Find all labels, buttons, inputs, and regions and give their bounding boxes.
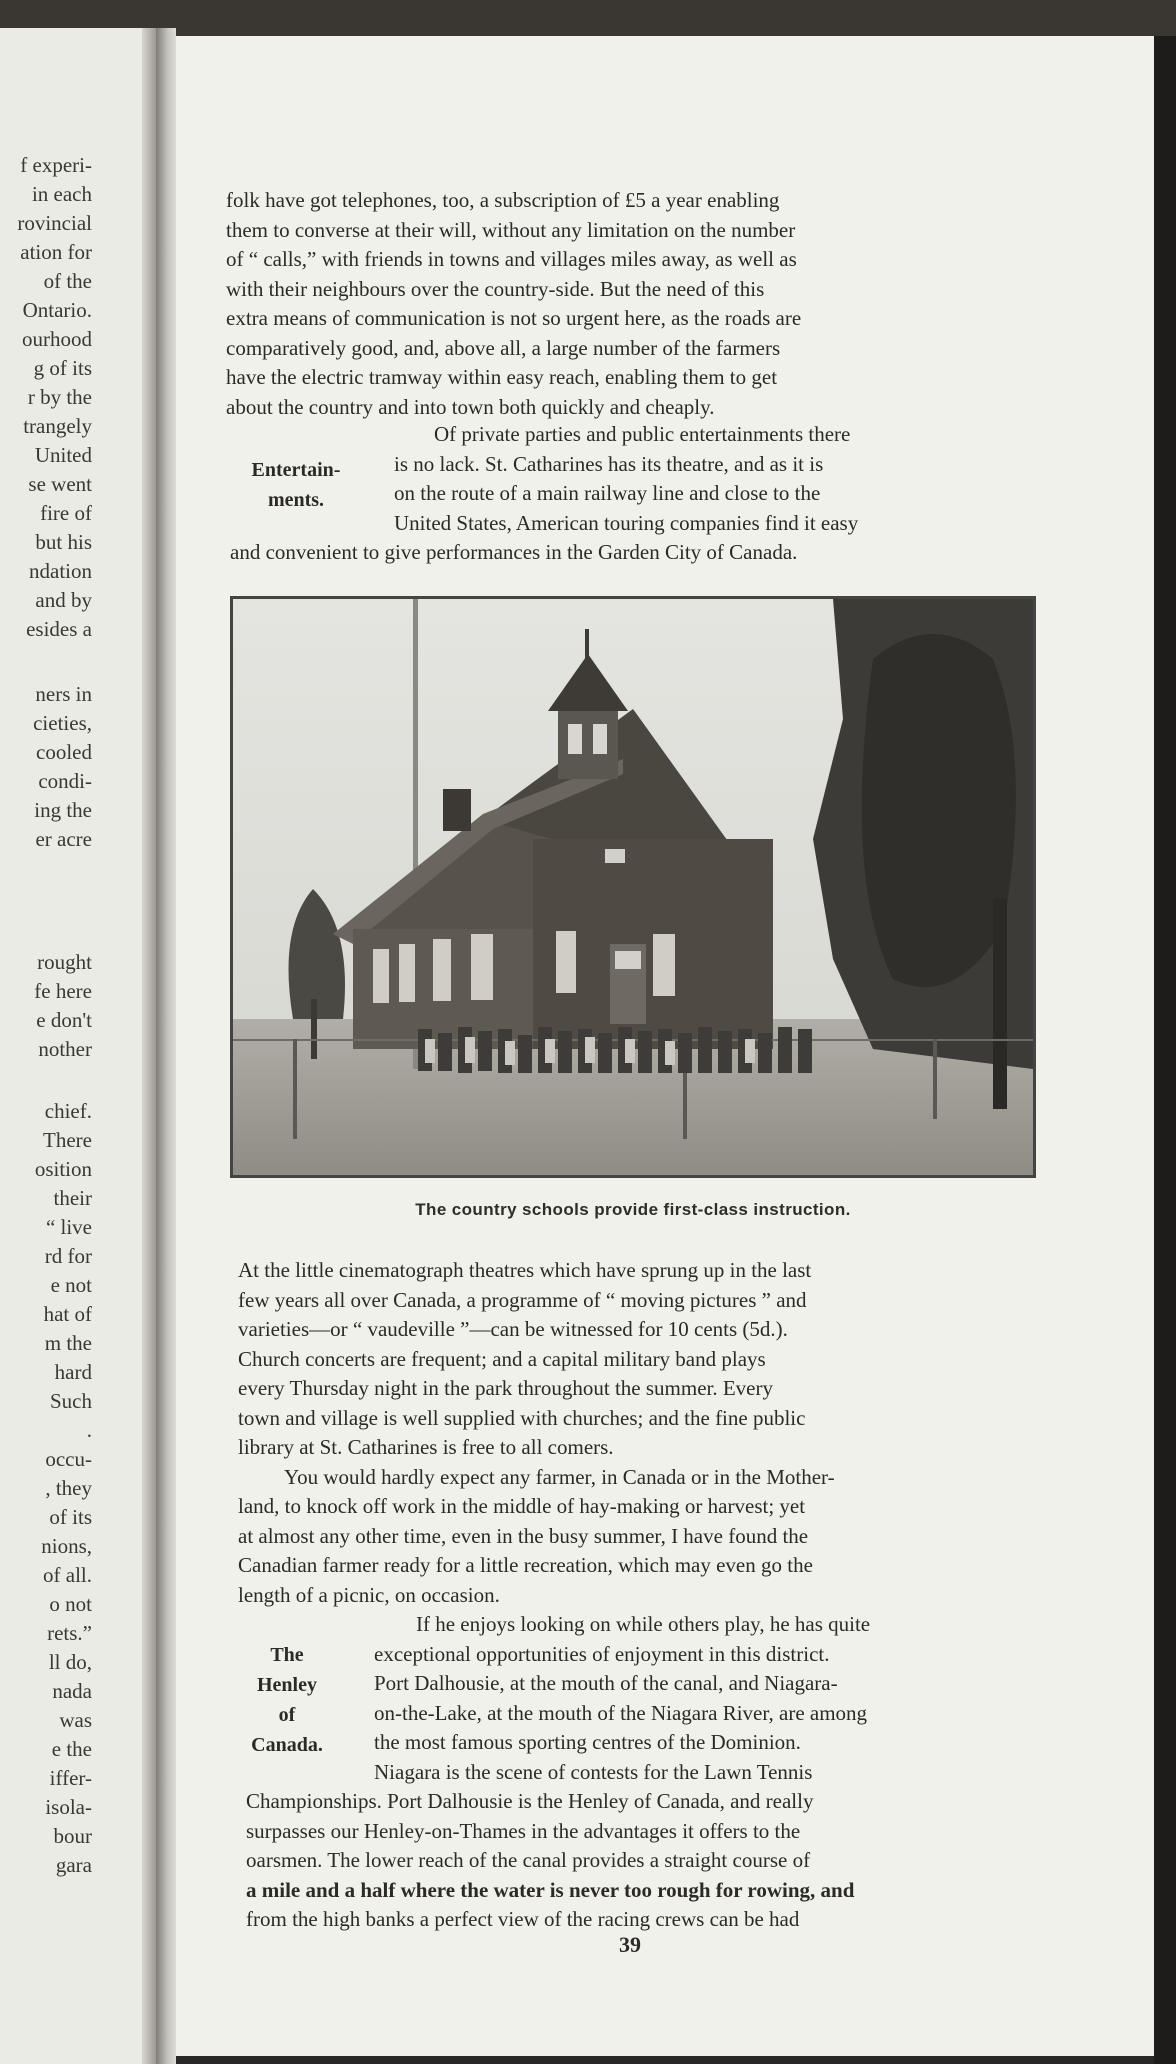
- facing-page-fragment: ourhood: [22, 327, 92, 351]
- photo-caption: The country schools provide first-class instruction.: [415, 1200, 851, 1219]
- text-line: every Thursday night in the park throughout the summer. Every: [238, 1376, 773, 1400]
- text-line: about the country and into town both quickly and cheaply.: [226, 394, 715, 419]
- text-line: with their neighbours over the country-side. But the need of this: [226, 276, 765, 301]
- sidehead-line: of: [278, 1704, 296, 1726]
- facing-page-left: [0, 28, 156, 2064]
- text-line: on-the-Lake, at the mouth of the Niagara River, are among: [374, 1700, 868, 1725]
- henley-full-width: [246, 1787, 1054, 1935]
- text-line: varieties—or “ vaudeville ”—can be witnessed for 10 cents (5d.).: [238, 1317, 788, 1341]
- facing-page-fragment: hat of: [43, 1302, 92, 1326]
- facing-page-fragment: their: [53, 1186, 92, 1210]
- facing-page-fragment: of all.: [43, 1563, 92, 1587]
- text-line: You would hardly expect any farmer, in Canada or in the Mother-: [284, 1464, 835, 1489]
- facing-page-fragment: ners in: [35, 682, 92, 706]
- text-line: length of a picnic, on occasion.: [238, 1582, 500, 1607]
- facing-page-fragment: United: [34, 443, 92, 467]
- top-paragraph: [226, 186, 1034, 422]
- text-line: land, to knock off work in the middle of hay-making or harvest; yet: [238, 1494, 806, 1518]
- facing-page-fragment: .: [86, 1418, 92, 1442]
- entertainments-paragraph: [394, 420, 1034, 538]
- facing-page-fragment: was: [59, 1708, 92, 1732]
- facing-page-fragment: bour: [53, 1824, 92, 1848]
- facing-page-fragment: condi-: [38, 769, 92, 793]
- text-line: few years all over Canada, a programme of “ moving pictures ” and: [238, 1287, 807, 1312]
- facing-page-fragment: rets.”: [47, 1621, 92, 1645]
- facing-page-fragment: gara: [55, 1853, 92, 1877]
- text-line: Niagara is the scene of contests for the Lawn Tennis: [374, 1759, 813, 1784]
- text-line: and convenient to give performances in the Garden City of Canada.: [230, 540, 798, 564]
- text-line: a mile and a half where the water is never too rough for rowing, and: [246, 1877, 855, 1902]
- facing-page-fragment: osition: [34, 1157, 92, 1181]
- facing-page-fragment: , they: [45, 1476, 92, 1500]
- facing-page-fragment: r by the: [27, 385, 92, 409]
- text-line: comparatively good, and, above all, a large number of the farmers: [226, 335, 781, 360]
- facing-page-fragment: rd for: [44, 1244, 92, 1268]
- facing-page-fragment: se went: [28, 472, 92, 496]
- facing-page-fragment: nions,: [41, 1534, 92, 1558]
- text-line: folk have got telephones, too, a subscription of £5 a year enabling: [226, 188, 780, 212]
- scanner-right-edge: [1154, 36, 1176, 2064]
- text-line: exceptional opportunities of enjoyment in this district.: [374, 1641, 830, 1666]
- facing-page-fragment: o not: [49, 1592, 92, 1616]
- text-line: surpasses our Henley-on-Thames in the advantages it offers to the: [246, 1818, 801, 1843]
- facing-page-fragment: ll do,: [48, 1650, 92, 1674]
- text-line: the most famous sporting centres of the Dominion.: [374, 1730, 801, 1754]
- text-line: from the high banks a perfect view of the racing crews can be had: [246, 1907, 800, 1931]
- text-line: library at St. Catharines is free to all comers.: [238, 1435, 614, 1459]
- facing-page-fragment: in each: [31, 182, 92, 206]
- facing-page-fragment: “ live: [45, 1215, 92, 1239]
- facing-page-fragment: rought: [37, 950, 92, 974]
- facing-page-fragment: cooled: [36, 740, 92, 764]
- text-line: at almost any other time, even in the busy summer, I have found the: [238, 1523, 809, 1548]
- facing-page-fragment: of the: [43, 269, 92, 293]
- facing-page-fragment: and by: [35, 588, 92, 612]
- facing-page-fragment: g of its: [33, 356, 92, 380]
- facing-page-fragment: iffer-: [49, 1766, 92, 1790]
- text-line: have the electric tramway within easy reach, enabling them to get: [226, 365, 778, 389]
- text-line: oarsmen. The lower reach of the canal provides a straight course of: [246, 1848, 811, 1872]
- book-spine: [156, 28, 176, 2064]
- text-line: At the little cinematograph theatres which have sprung up in the last: [238, 1258, 812, 1282]
- facing-page-fragment: e the: [51, 1737, 92, 1761]
- sidehead-line: Canada.: [251, 1734, 323, 1756]
- facing-page-fragment: ing the: [34, 798, 92, 822]
- text-line: Church concerts are frequent; and a capital military band plays: [238, 1346, 766, 1371]
- scanner-top-edge: [0, 0, 1176, 38]
- facing-page-fragment: trangely: [23, 414, 92, 438]
- henley-paragraph: [374, 1610, 1050, 1787]
- text-line: Canadian farmer ready for a little recreation, which may even go the: [238, 1553, 813, 1577]
- facing-page-fragment: fire of: [40, 501, 92, 525]
- text-line: United States, American touring companies find it easy: [394, 510, 859, 535]
- entertainments-last-line: [230, 538, 1040, 568]
- schoolhouse-illustration: [233, 599, 1033, 1175]
- text-line: on the route of a main railway line and close to the: [394, 481, 821, 505]
- sidehead-line: Entertain-: [251, 459, 341, 481]
- facing-page-fragment: Such: [50, 1389, 92, 1413]
- text-line: Of private parties and public entertainments there: [434, 422, 851, 446]
- text-line: town and village is well supplied with churches; and the fine public: [238, 1405, 806, 1430]
- middle-paragraph: [238, 1256, 1048, 1610]
- sidehead-entertainments: [226, 455, 366, 515]
- sidehead-henley: [232, 1640, 342, 1760]
- text-line: Port Dalhousie, at the mouth of the canal, and Niagara-: [374, 1671, 838, 1695]
- facing-page-fragment: hard: [54, 1360, 92, 1384]
- facing-page-fragment: isola-: [45, 1795, 92, 1819]
- text-line: of “ calls,” with friends in towns and villages miles away, as well as: [226, 247, 797, 271]
- facing-page-fragment: e not: [50, 1273, 92, 1297]
- facing-page-fragment: e don't: [36, 1008, 92, 1032]
- facing-page-fragment: There: [43, 1128, 92, 1152]
- facing-page-fragment: of its: [49, 1505, 92, 1529]
- facing-page-fragment: nada: [52, 1679, 92, 1703]
- facing-page-fragment: ation for: [20, 240, 92, 264]
- facing-page-fragment: occu-: [45, 1447, 92, 1471]
- facing-page-fragment: Ontario.: [22, 298, 92, 322]
- sidehead-line: ments.: [267, 489, 325, 511]
- facing-page-fragment: but his: [35, 530, 92, 554]
- facing-page-fragment: rovincial: [17, 211, 92, 235]
- facing-page-fragment: fe here: [34, 979, 92, 1003]
- facing-page-gutter: [142, 28, 156, 2064]
- facing-page-fragment: er acre: [35, 827, 92, 851]
- page-number: 39: [619, 1932, 641, 1957]
- facing-page-fragment: nother: [38, 1037, 92, 1061]
- facing-page-fragment: f experi-: [20, 153, 92, 177]
- text-line: is no lack. St. Catharines has its theatre, and as it is: [394, 451, 824, 476]
- sidehead-line: Henley: [257, 1674, 317, 1696]
- text-line: Championships. Port Dalhousie is the Henley of Canada, and really: [246, 1789, 814, 1813]
- facing-page-fragment: cieties,: [33, 711, 92, 735]
- facing-page-fragment: chief.: [44, 1099, 92, 1123]
- facing-page-fragment: esides a: [26, 617, 92, 641]
- sidehead-line: The: [270, 1644, 304, 1666]
- text-line: them to converse at their will, without any limitation on the number: [226, 217, 796, 242]
- schoolhouse-photograph: [230, 596, 1036, 1178]
- facing-page-fragment: m the: [44, 1331, 92, 1355]
- text-line: extra means of communication is not so urgent here, as the roads are: [226, 306, 802, 330]
- facing-page-fragment: ndation: [29, 559, 92, 583]
- text-line: If he enjoys looking on while others play, he has quite: [416, 1612, 871, 1636]
